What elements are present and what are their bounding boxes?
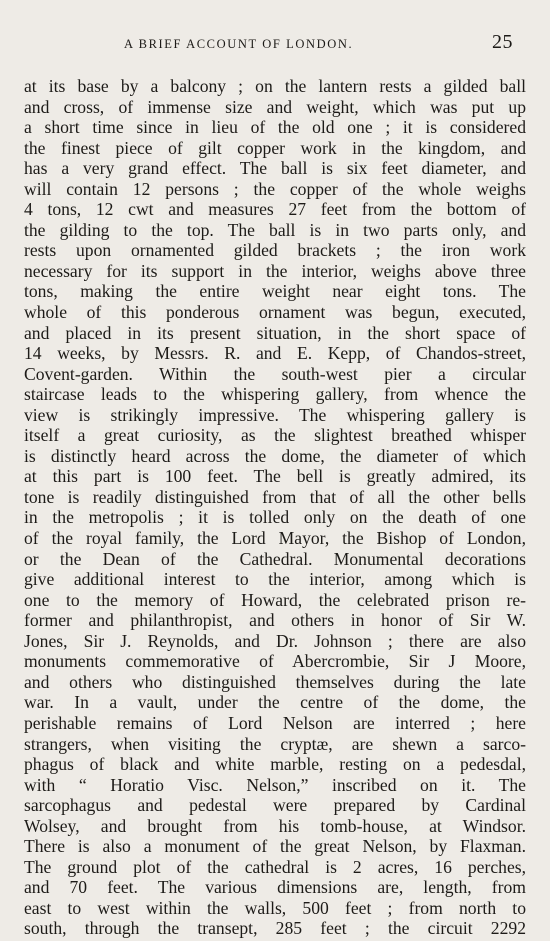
text-line: at this part is 100 feet. The bell is greatly admired, its xyxy=(24,466,526,487)
text-line: give additional interest to the interior, among which is xyxy=(24,569,526,590)
text-line: at its base by a balcony ; on the lantern rests a gilded ball xyxy=(24,76,526,96)
page-number: 25 xyxy=(492,31,513,53)
text-line: with “ Horatio Visc. Nelson,” inscribed on it. The xyxy=(24,774,526,795)
text-line: monuments commemorative of Abercrombie, Sir J Moore, xyxy=(24,651,526,672)
text-line: war. In a vault, under the centre of the dome, the xyxy=(24,692,526,713)
text-line: There is also a monument of the great Nelson, by Flaxman. xyxy=(24,836,526,857)
text-line: itself a great curiosity, as the slightest breathed whisper xyxy=(24,425,526,446)
text-line: is distinctly heard across the dome, the diameter of which xyxy=(24,445,526,466)
text-line: tone is readily distinguished from that of all the other bells xyxy=(24,486,526,507)
text-line: perishable remains of Lord Nelson are interred ; here xyxy=(24,712,526,733)
text-line: former and philanthropist, and others in honor of Sir W. xyxy=(24,610,526,631)
text-line: The ground plot of the cathedral is 2 acres, 16 perches, xyxy=(24,856,526,877)
text-line: Jones, Sir J. Reynolds, and Dr. Johnson ; there are also xyxy=(24,630,526,651)
text-line: whole of this ponderous ornament was begun, executed, xyxy=(24,302,526,323)
text-line: in the metropolis ; it is tolled only on the death of one xyxy=(24,507,526,528)
text-line: phagus of black and white marble, resting on a pedesdal, xyxy=(24,754,526,775)
text-line: will contain 12 persons ; the copper of the whole weighs xyxy=(24,178,526,199)
text-line: has a very grand effect. The ball is six feet diameter, and xyxy=(24,158,526,179)
text-line: and placed in its present situation, in the short space of xyxy=(24,322,526,343)
text-line: the gilding to the top. The ball is in two parts only, and xyxy=(24,219,526,240)
text-line: of the royal family, the Lord Mayor, the Bishop of London, xyxy=(24,528,526,549)
text-line: and 70 feet. The various dimensions are, length, from xyxy=(24,877,526,898)
text-line: 14 weeks, by Messrs. R. and E. Kepp, of Chandos-street, xyxy=(24,343,526,364)
text-line: a short time since in lieu of the old one ; it is considered xyxy=(24,117,526,138)
text-line: necessary for its support in the interior, weighs above three xyxy=(24,260,526,281)
text-line: Covent-garden. Within the south-west pier a circular xyxy=(24,363,526,384)
text-line: one to the memory of Howard, the celebrated prison re- xyxy=(24,589,526,610)
page-header xyxy=(118,31,513,55)
text-line: sarcophagus and pedestal were prepared by Cardinal xyxy=(24,795,526,816)
running-title: A BRIEF ACCOUNT OF LONDON. xyxy=(124,37,354,51)
text-line: east to west within the walls, 500 feet ; from north to xyxy=(24,897,526,918)
text-line: tons, making the entire weight near eight tons. The xyxy=(24,281,526,302)
text-line: staircase leads to the whispering gallery, from whence the xyxy=(24,384,526,405)
text-line: or the Dean of the Cathedral. Monumental decorations xyxy=(24,548,526,569)
text-line: rests upon ornamented gilded brackets ; the iron work xyxy=(24,240,526,261)
text-line: view is strikingly impressive. The whispering gallery is xyxy=(24,404,526,425)
text-line: 4 tons, 12 cwt and measures 27 feet from the bottom of xyxy=(24,199,526,220)
text-line: Wolsey, and brought from his tomb-house, at Windsor. xyxy=(24,815,526,836)
body-text xyxy=(24,76,526,939)
text-line: strangers, when visiting the cryptæ, are shewn a sarco- xyxy=(24,733,526,754)
text-line: and cross, of immense size and weight, which was put up xyxy=(24,96,526,117)
text-line: and others who distinguished themselves during the late xyxy=(24,671,526,692)
text-line: the finest piece of gilt copper work in the kingdom, and xyxy=(24,137,526,158)
text-line: south, through the transept, 285 feet ; the circuit 2292 xyxy=(24,918,526,939)
